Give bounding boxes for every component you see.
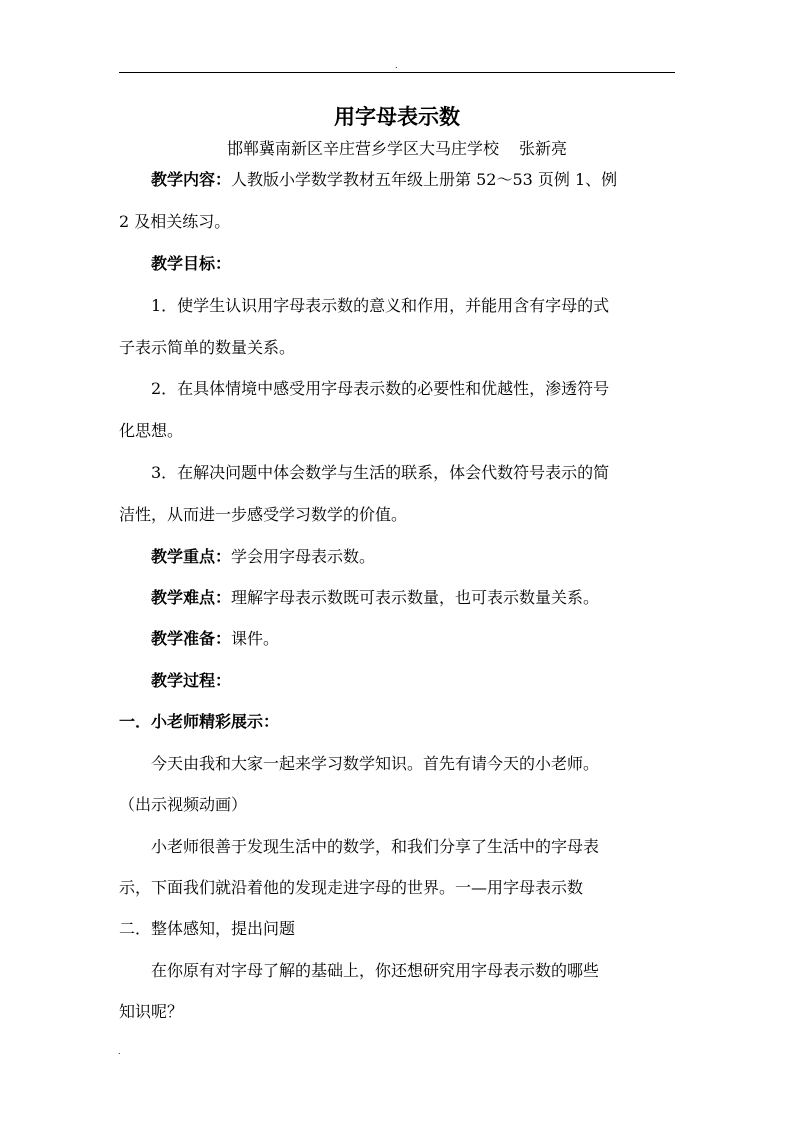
goal-1-line-2: 子表示简单的数量关系。 <box>119 338 296 357</box>
goal-2-line-1: 2．在具体情境中感受用字母表示数的必要性和优越性，渗透符号 <box>151 379 610 398</box>
author-line <box>119 137 675 161</box>
preparation-line <box>151 627 279 651</box>
author-school: 邯郸冀南新区辛庄营乡学区大马庄学校 <box>226 139 499 158</box>
section-2-p1-line-1: 在你原有对字母了解的基础上，你还想研究用字母表示数的哪些 <box>151 961 600 980</box>
document-title: 用字母表示数 <box>334 104 460 129</box>
difficulty-label: 教学难点： <box>151 588 232 607</box>
header-rule <box>119 72 675 73</box>
section-1-p1-line-1: 今天由我和大家一起来学习数学知识。首先有请今天的小老师。 <box>151 754 600 773</box>
goal-1-line-1: 1．使学生认识用字母表示数的意义和作用，并能用含有字母的式 <box>151 296 610 315</box>
goal-3-line-2: 洁性，从而进一步感受学习数学的价值。 <box>119 505 408 524</box>
author-name: 张新亮 <box>519 139 568 158</box>
key-point-label: 教学重点： <box>151 547 232 566</box>
header-mark: . <box>395 61 398 70</box>
section-2-heading: 二．整体感知，提出问题 <box>119 919 296 938</box>
goals-label: 教学目标： <box>151 254 232 273</box>
section-1-p1-line-2: （出示视频动画） <box>119 795 248 814</box>
section-1-heading: 一．小老师精彩展示： <box>119 712 280 731</box>
content-text-1: 人教版小学数学教材五年级上册第 52～53 页例 1、例 <box>231 170 618 189</box>
goal-3-line-1: 3．在解决问题中体会数学与生活的联系，体会代数符号表示的简 <box>151 463 610 482</box>
content-label: 教学内容： <box>151 170 232 189</box>
content-line-1 <box>151 168 617 192</box>
process-label: 教学过程： <box>151 671 232 690</box>
content-text-2: 2 及相关练习。 <box>119 212 231 231</box>
section-2-p1-line-2: 知识呢？ <box>119 1002 184 1021</box>
section-1-p2-line-1: 小老师很善于发现生活中的数学，和我们分享了生活中的字母表 <box>151 837 600 856</box>
footer-mark: . <box>118 1047 121 1056</box>
key-point-text: 学会用字母表示数。 <box>231 547 376 566</box>
preparation-text: 课件。 <box>231 629 280 648</box>
key-point-line <box>151 545 375 569</box>
section-1-p2-line-2: 示，下面我们就沿着他的发现走进字母的世界。一—用字母表示数 <box>119 878 584 897</box>
difficulty-text: 理解字母表示数既可表示数量，也可表示数量关系。 <box>231 588 600 607</box>
preparation-label: 教学准备： <box>151 629 232 648</box>
goal-2-line-2: 化思想。 <box>119 421 184 440</box>
difficulty-line <box>151 586 599 610</box>
